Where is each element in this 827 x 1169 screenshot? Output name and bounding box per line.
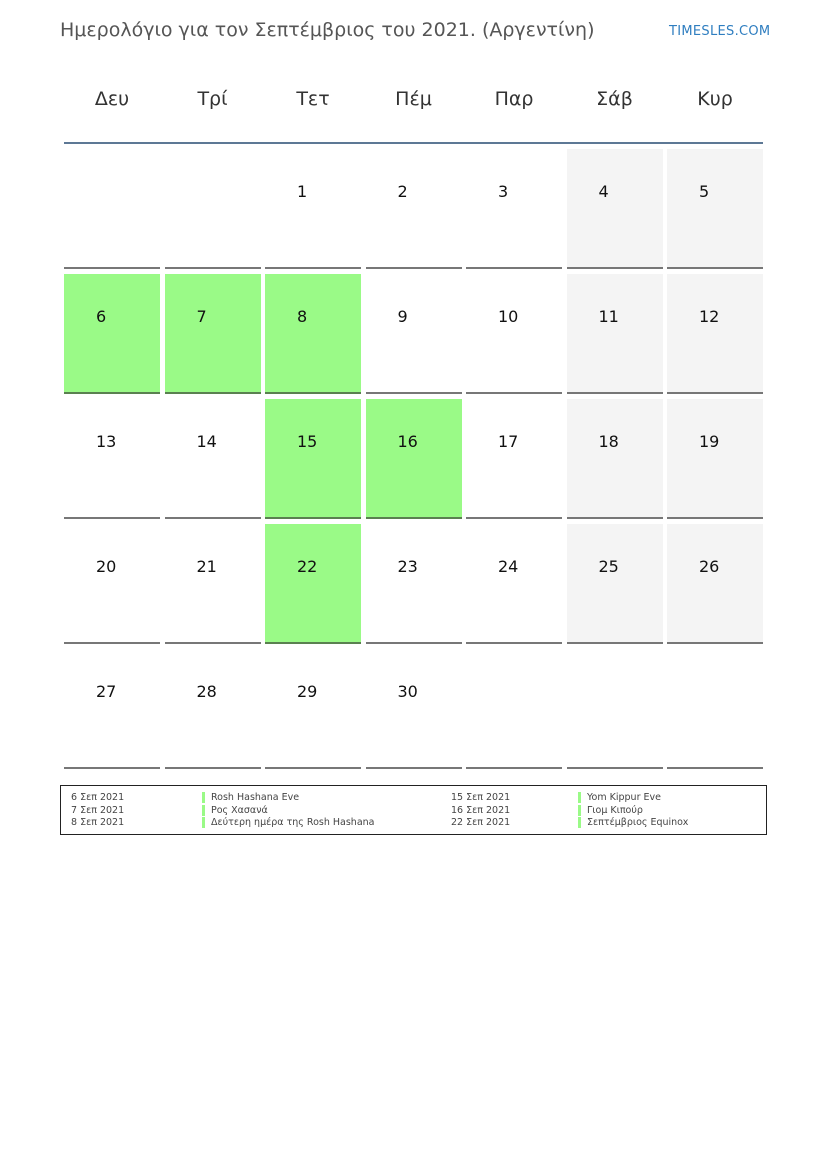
day-cell <box>567 149 663 269</box>
empty-day-cell <box>64 149 160 269</box>
day-cell <box>165 399 261 519</box>
weekday-sat: Σάβ <box>596 88 633 110</box>
day-number: 19 <box>699 432 720 451</box>
day-number: 9 <box>397 307 408 326</box>
legend-date: 7 Σεπ 2021 <box>71 804 125 816</box>
empty-day-cell <box>466 649 562 769</box>
brand-link[interactable]: TIMESLES.COM <box>669 24 771 39</box>
day-number: 23 <box>397 557 418 576</box>
day-cell <box>265 399 361 519</box>
day-cell <box>667 149 763 269</box>
day-cell <box>265 274 361 394</box>
day-number: 6 <box>96 307 107 326</box>
day-cell <box>64 649 160 769</box>
day-number: 8 <box>297 307 308 326</box>
page-title: Ημερολόγιο για τον Σεπτέμβριος του 2021. (Αργεντίνη) <box>60 19 595 41</box>
day-number: 11 <box>598 307 619 326</box>
day-cell <box>165 649 261 769</box>
day-cell <box>567 524 663 644</box>
legend-date: 8 Σεπ 2021 <box>71 817 125 828</box>
day-number: 10 <box>498 307 519 326</box>
day-number: 17 <box>498 432 519 451</box>
day-cell <box>366 399 462 519</box>
day-number: 14 <box>196 432 217 451</box>
day-cell <box>466 524 562 644</box>
day-cell <box>366 274 462 394</box>
legend-holiday-name: Γιομ Κιπούρ <box>578 805 643 816</box>
day-number: 12 <box>699 307 720 326</box>
day-cell <box>64 274 160 394</box>
day-cell <box>265 524 361 644</box>
day-cell <box>667 274 763 394</box>
day-cell <box>466 399 562 519</box>
day-number: 21 <box>196 557 217 576</box>
day-number: 4 <box>598 182 609 201</box>
day-cell <box>366 649 462 769</box>
empty-day-cell <box>165 149 261 269</box>
day-cell <box>466 149 562 269</box>
legend-date: 22 Σεπ 2021 <box>451 817 511 828</box>
empty-day-cell <box>567 649 663 769</box>
header-divider <box>64 142 763 144</box>
day-cell <box>265 149 361 269</box>
weekday-sun: Κυρ <box>697 88 733 110</box>
day-number: 29 <box>297 682 318 701</box>
day-cell <box>64 524 160 644</box>
day-cell <box>265 649 361 769</box>
legend-date: 16 Σεπ 2021 <box>451 804 511 816</box>
day-number: 25 <box>598 557 619 576</box>
day-number: 18 <box>598 432 619 451</box>
day-number: 28 <box>196 682 217 701</box>
holiday-legend <box>60 785 767 835</box>
day-number: 30 <box>397 682 418 701</box>
day-number: 26 <box>699 557 720 576</box>
empty-day-cell <box>667 649 763 769</box>
day-cell <box>366 149 462 269</box>
legend-holiday-name: Σεπτέμβριος Equinox <box>578 817 688 828</box>
weekday-mon: Δευ <box>94 88 130 110</box>
day-number: 27 <box>96 682 117 701</box>
day-number: 3 <box>498 182 509 201</box>
legend-date: 15 Σεπ 2021 <box>451 792 511 803</box>
weekday-header-row <box>64 88 763 122</box>
day-number: 15 <box>297 432 318 451</box>
legend-date: 6 Σεπ 2021 <box>71 792 125 803</box>
day-number: 5 <box>699 182 710 201</box>
day-number: 24 <box>498 557 519 576</box>
day-number: 22 <box>297 557 318 576</box>
legend-holiday-name: Ρος Χασανά <box>202 805 268 816</box>
day-number: 2 <box>397 182 408 201</box>
day-number: 13 <box>96 432 117 451</box>
weekday-thu: Πέμ <box>395 88 432 110</box>
weekday-fri: Παρ <box>494 88 534 110</box>
day-cell <box>567 274 663 394</box>
day-cell <box>64 399 160 519</box>
day-number: 7 <box>196 307 207 326</box>
legend-holiday-name: Δεύτερη ημέρα της Rosh Hashana <box>202 817 374 828</box>
weekday-tue: Τρί <box>197 88 228 110</box>
day-cell <box>567 399 663 519</box>
legend-holiday-name: Yom Kippur Eve <box>578 792 661 803</box>
weekday-wed: Τετ <box>296 88 330 110</box>
day-cell <box>165 524 261 644</box>
day-cell <box>466 274 562 394</box>
day-cell <box>366 524 462 644</box>
day-cell <box>165 274 261 394</box>
legend-holiday-name: Rosh Hashana Eve <box>202 792 299 803</box>
day-number: 20 <box>96 557 117 576</box>
day-cell <box>667 399 763 519</box>
day-number: 1 <box>297 182 308 201</box>
day-cell <box>667 524 763 644</box>
day-number: 16 <box>397 432 418 451</box>
